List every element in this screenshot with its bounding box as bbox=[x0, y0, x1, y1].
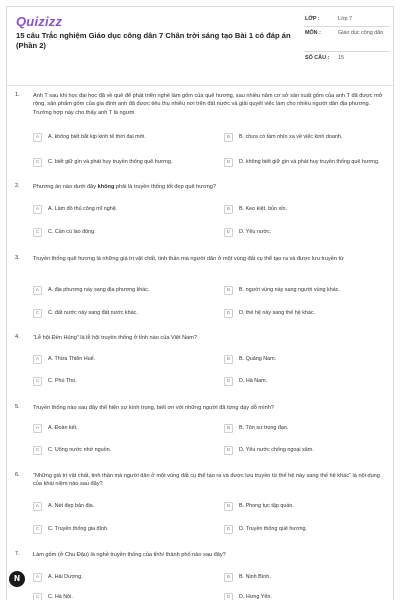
worksheet-page bbox=[6, 6, 394, 600]
option-letter-box: C bbox=[33, 228, 42, 237]
worksheet-meta-table bbox=[304, 13, 389, 67]
question-text-emphasis: không bbox=[97, 184, 115, 190]
option-letter-box: B bbox=[224, 355, 233, 364]
option-text: C. Uống nước nhớ nguồn. bbox=[48, 447, 112, 453]
option-text: A. địa phương này sang địa phương khác. bbox=[48, 287, 150, 293]
option-letter-box: B bbox=[224, 133, 233, 142]
question-number: 1. bbox=[15, 92, 20, 98]
option-text: C. Hà Nội. bbox=[48, 594, 73, 600]
option-letter-box: C bbox=[33, 525, 42, 534]
option-text: D. thế hệ này sang thế hệ khác. bbox=[239, 310, 316, 316]
question-text: Truyền thống quê hương là những giá trị vật chất, tinh thần mà người dân ở một vùng đất cụ thể tạo ra và được lưu truyền từ bbox=[33, 256, 344, 262]
option-letter-box: C bbox=[33, 446, 42, 455]
worksheet-title: 15 câu Trắc nghiệm Giáo dục công dân 7 Chân trời sáng tạo Bài 1 có đáp án (Phần 2) bbox=[16, 31, 291, 50]
option-letter-box: C bbox=[33, 593, 42, 600]
meta-class-value: Lớp 7 bbox=[338, 16, 353, 22]
option-letter-box: D bbox=[224, 309, 233, 318]
option-letter-box: B bbox=[224, 502, 233, 511]
option-text: A. Làm đồ thủ công mĩ nghệ. bbox=[48, 206, 118, 212]
quizizz-logo[interactable]: Quizizz bbox=[16, 14, 63, 29]
option-text: C. Cần cù lao động. bbox=[48, 229, 96, 235]
option-text: A. Thừa Thiên Huế. bbox=[48, 356, 96, 362]
option-letter-box: A bbox=[33, 573, 42, 582]
option-letter-box: C bbox=[33, 158, 42, 167]
question-number: 6. bbox=[15, 472, 20, 478]
option-text: D. Yêu nước. bbox=[239, 229, 272, 235]
option-letter-box: B bbox=[224, 286, 233, 295]
option-letter-box: A bbox=[33, 355, 42, 364]
question-number: 3. bbox=[15, 255, 20, 261]
question-number: 7. bbox=[15, 551, 20, 557]
option-letter-box: C bbox=[33, 309, 42, 318]
option-letter-box: A bbox=[33, 502, 42, 511]
option-letter-box: A bbox=[33, 133, 42, 142]
option-text: A. Hải Dương. bbox=[48, 574, 83, 580]
meta-row-count bbox=[304, 52, 389, 67]
option-letter-box: D bbox=[224, 446, 233, 455]
option-letter-box: D bbox=[224, 228, 233, 237]
meta-subject-label: MÔN : bbox=[305, 30, 321, 36]
option-text: D. Hưng Yên. bbox=[239, 594, 272, 600]
option-text: B. Keo kiệt, bủn xỉn. bbox=[239, 206, 287, 212]
question-text: Truyền thống nào sau đây thể hiện sự kính trọng, biết ơn với những người đã từng dạy dỗ mình? bbox=[33, 405, 274, 411]
worksheet-header bbox=[7, 7, 393, 65]
option-text: B. người vùng này sang người vùng khác. bbox=[239, 287, 340, 293]
option-text: A. Nét đẹp bản địa. bbox=[48, 503, 95, 509]
question-number: 5. bbox=[15, 404, 20, 410]
floating-action-button[interactable]: N bbox=[9, 571, 25, 587]
option-text: D. Hà Nam. bbox=[239, 378, 268, 384]
question-text-post: phải là truyền thống tốt đẹp quê hương? bbox=[114, 184, 217, 190]
option-letter-box: B bbox=[224, 424, 233, 433]
question-text: Anh T sau khi học đại học đã về quê để phát triển nghề làm gốm của quê hương, sau nhiều năm cơ sở sản xuất gốm của anh T đã được mở rộng, sản phẩm gốm của gia đình anh đã được tiêu thụ nhiều nơi trên đất nước và giải quyết việc làm cho nhiều người dân địa phương. Trường hợp này cho thấy anh T là người bbox=[33, 93, 383, 116]
option-letter-box: D bbox=[224, 158, 233, 167]
meta-row-class bbox=[304, 13, 389, 27]
option-letter-box: A bbox=[33, 424, 42, 433]
option-text: A. không biết bắt kịp kinh tế thời đại mới. bbox=[48, 134, 146, 140]
option-text: C. Phú Thọ. bbox=[48, 378, 77, 384]
meta-subject-value: Giáo dục công dân bbox=[338, 30, 384, 36]
option-text: B. Phong tục tập quán. bbox=[239, 503, 294, 509]
option-text: C. biết giữ gìn và phát huy truyền thống quê hương. bbox=[48, 159, 173, 165]
meta-count-label: SỐ CÂU : bbox=[305, 55, 330, 61]
option-text: B. Tôn sư trọng đạo. bbox=[239, 425, 289, 431]
option-text: C. Truyền thống gia đình. bbox=[48, 526, 109, 532]
question-number: 4. bbox=[15, 334, 20, 340]
option-text: C. đất nước này sang đất nước khác. bbox=[48, 310, 138, 316]
meta-class-label: LỚP : bbox=[305, 16, 320, 22]
option-letter-box: A bbox=[33, 205, 42, 214]
question-text: “Những giá trị vật chất, tinh thần mà người dân ở một vùng đất cụ thể tạo ra và được lưu truyền từ thế hệ này sang thế hệ khác” là nội dung của khái niệm nào sau đây? bbox=[33, 473, 380, 488]
option-text: B. Ninh Bình. bbox=[239, 574, 271, 580]
question-text bbox=[33, 183, 385, 191]
option-text: B. chưa có tầm nhìn xa về việc kinh doanh. bbox=[239, 134, 343, 140]
option-letter-box: A bbox=[33, 286, 42, 295]
option-text: A. Đoàn kết. bbox=[48, 425, 78, 431]
option-letter-box: C bbox=[33, 377, 42, 386]
header-divider bbox=[7, 85, 393, 86]
option-text: D. Truyền thống quê hương. bbox=[239, 526, 307, 532]
question-text-pre: Phương án nào dưới đây bbox=[33, 184, 98, 190]
option-text: D. không biết giữ gìn và phát huy truyền thống quê hương. bbox=[239, 159, 380, 165]
option-letter-box: D bbox=[224, 593, 233, 600]
option-letter-box: D bbox=[224, 377, 233, 386]
option-letter-box: D bbox=[224, 525, 233, 534]
option-letter-box: B bbox=[224, 205, 233, 214]
question-text: Làm gốm (ở Chu Đậu) là nghề truyền thống của tỉnh/ thành phố nào sau đây? bbox=[33, 552, 226, 558]
meta-count-value: 15 bbox=[338, 55, 344, 61]
option-text: B. Quảng Nam. bbox=[239, 356, 277, 362]
option-text: D. Yêu nước chống ngoại xâm. bbox=[239, 447, 314, 453]
question-text: “Lễ hội Đền Hùng” là lễ hội truyền thống ở tỉnh nào của Việt Nam? bbox=[33, 335, 198, 341]
option-letter-box: B bbox=[224, 573, 233, 582]
meta-row-subject bbox=[304, 27, 389, 52]
question-number: 2. bbox=[15, 183, 20, 189]
